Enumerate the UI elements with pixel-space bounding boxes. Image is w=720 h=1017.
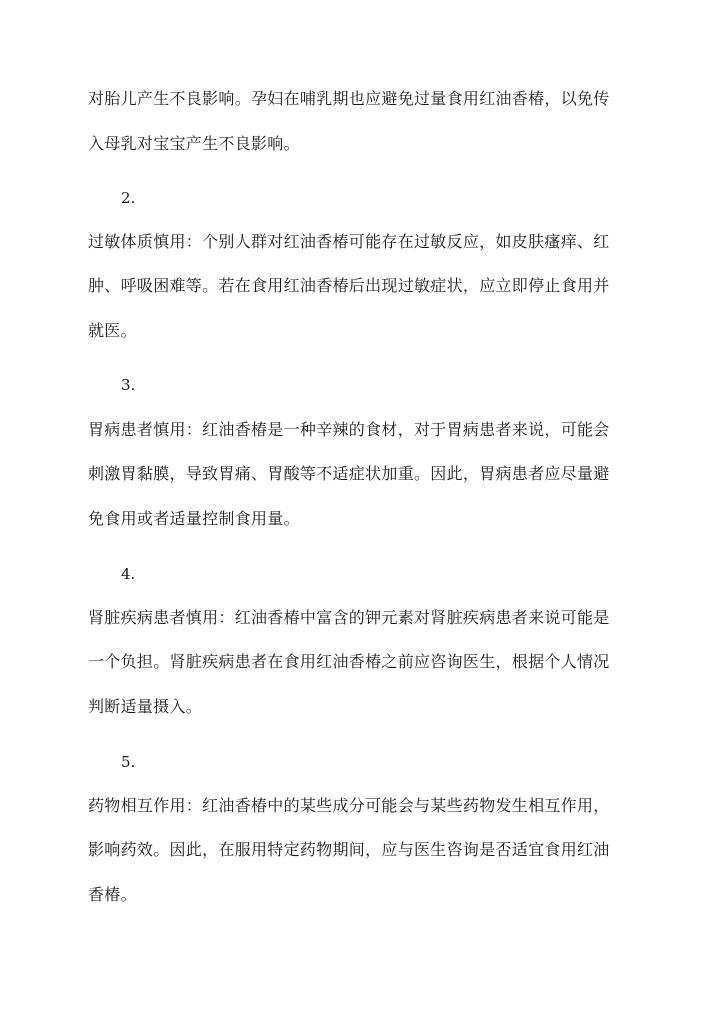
intro-line-1: 对胎儿产生不良影响。孕妇在哺乳期也应避免过量食用红油香椿，以免传 [88, 89, 610, 108]
item-3-line-2: 刺激胃黏膜，导致胃痛、胃酸等不适症状加重。因此，胃病患者应尽量避 [88, 464, 610, 483]
intro-line-2: 入母乳对宝宝产生不良影响。 [88, 134, 300, 153]
item-number-2: 2. [121, 189, 136, 207]
item-number-5: 5. [121, 753, 136, 771]
item-5-line-1: 药物相互作用：红油香椿中的某些成分可能会与某些药物发生相互作用， [88, 796, 610, 815]
item-number-4: 4. [121, 565, 136, 583]
item-number-3: 3. [121, 376, 136, 394]
item-2-line-1: 过敏体质慎用：个别人群对红油香椿可能存在过敏反应，如皮肤瘙痒、红 [88, 232, 610, 251]
item-3-line-1: 胃病患者慎用：红油香椿是一种辛辣的食材，对于胃病患者来说，可能会 [88, 420, 610, 439]
item-5-line-2: 影响药效。因此，在服用特定药物期间，应与医生咨询是否适宜食用红油 [88, 840, 610, 859]
item-4-line-3: 判断适量摄入。 [88, 697, 203, 716]
item-4-line-2: 一个负担。肾脏疾病患者在食用红油香椿之前应咨询医生，根据个人情况 [88, 652, 610, 671]
item-2-line-3: 就医。 [88, 321, 137, 340]
item-5-line-3: 香椿。 [88, 885, 137, 904]
item-4-line-1: 肾脏疾病患者慎用：红油香椿中富含的钾元素对肾脏疾病患者来说可能是 [88, 608, 610, 627]
item-3-line-3: 免食用或者适量控制食用量。 [88, 509, 300, 528]
item-2-line-2: 肿、呼吸困难等。若在食用红油香椿后出现过敏症状，应立即停止食用并 [88, 276, 610, 295]
